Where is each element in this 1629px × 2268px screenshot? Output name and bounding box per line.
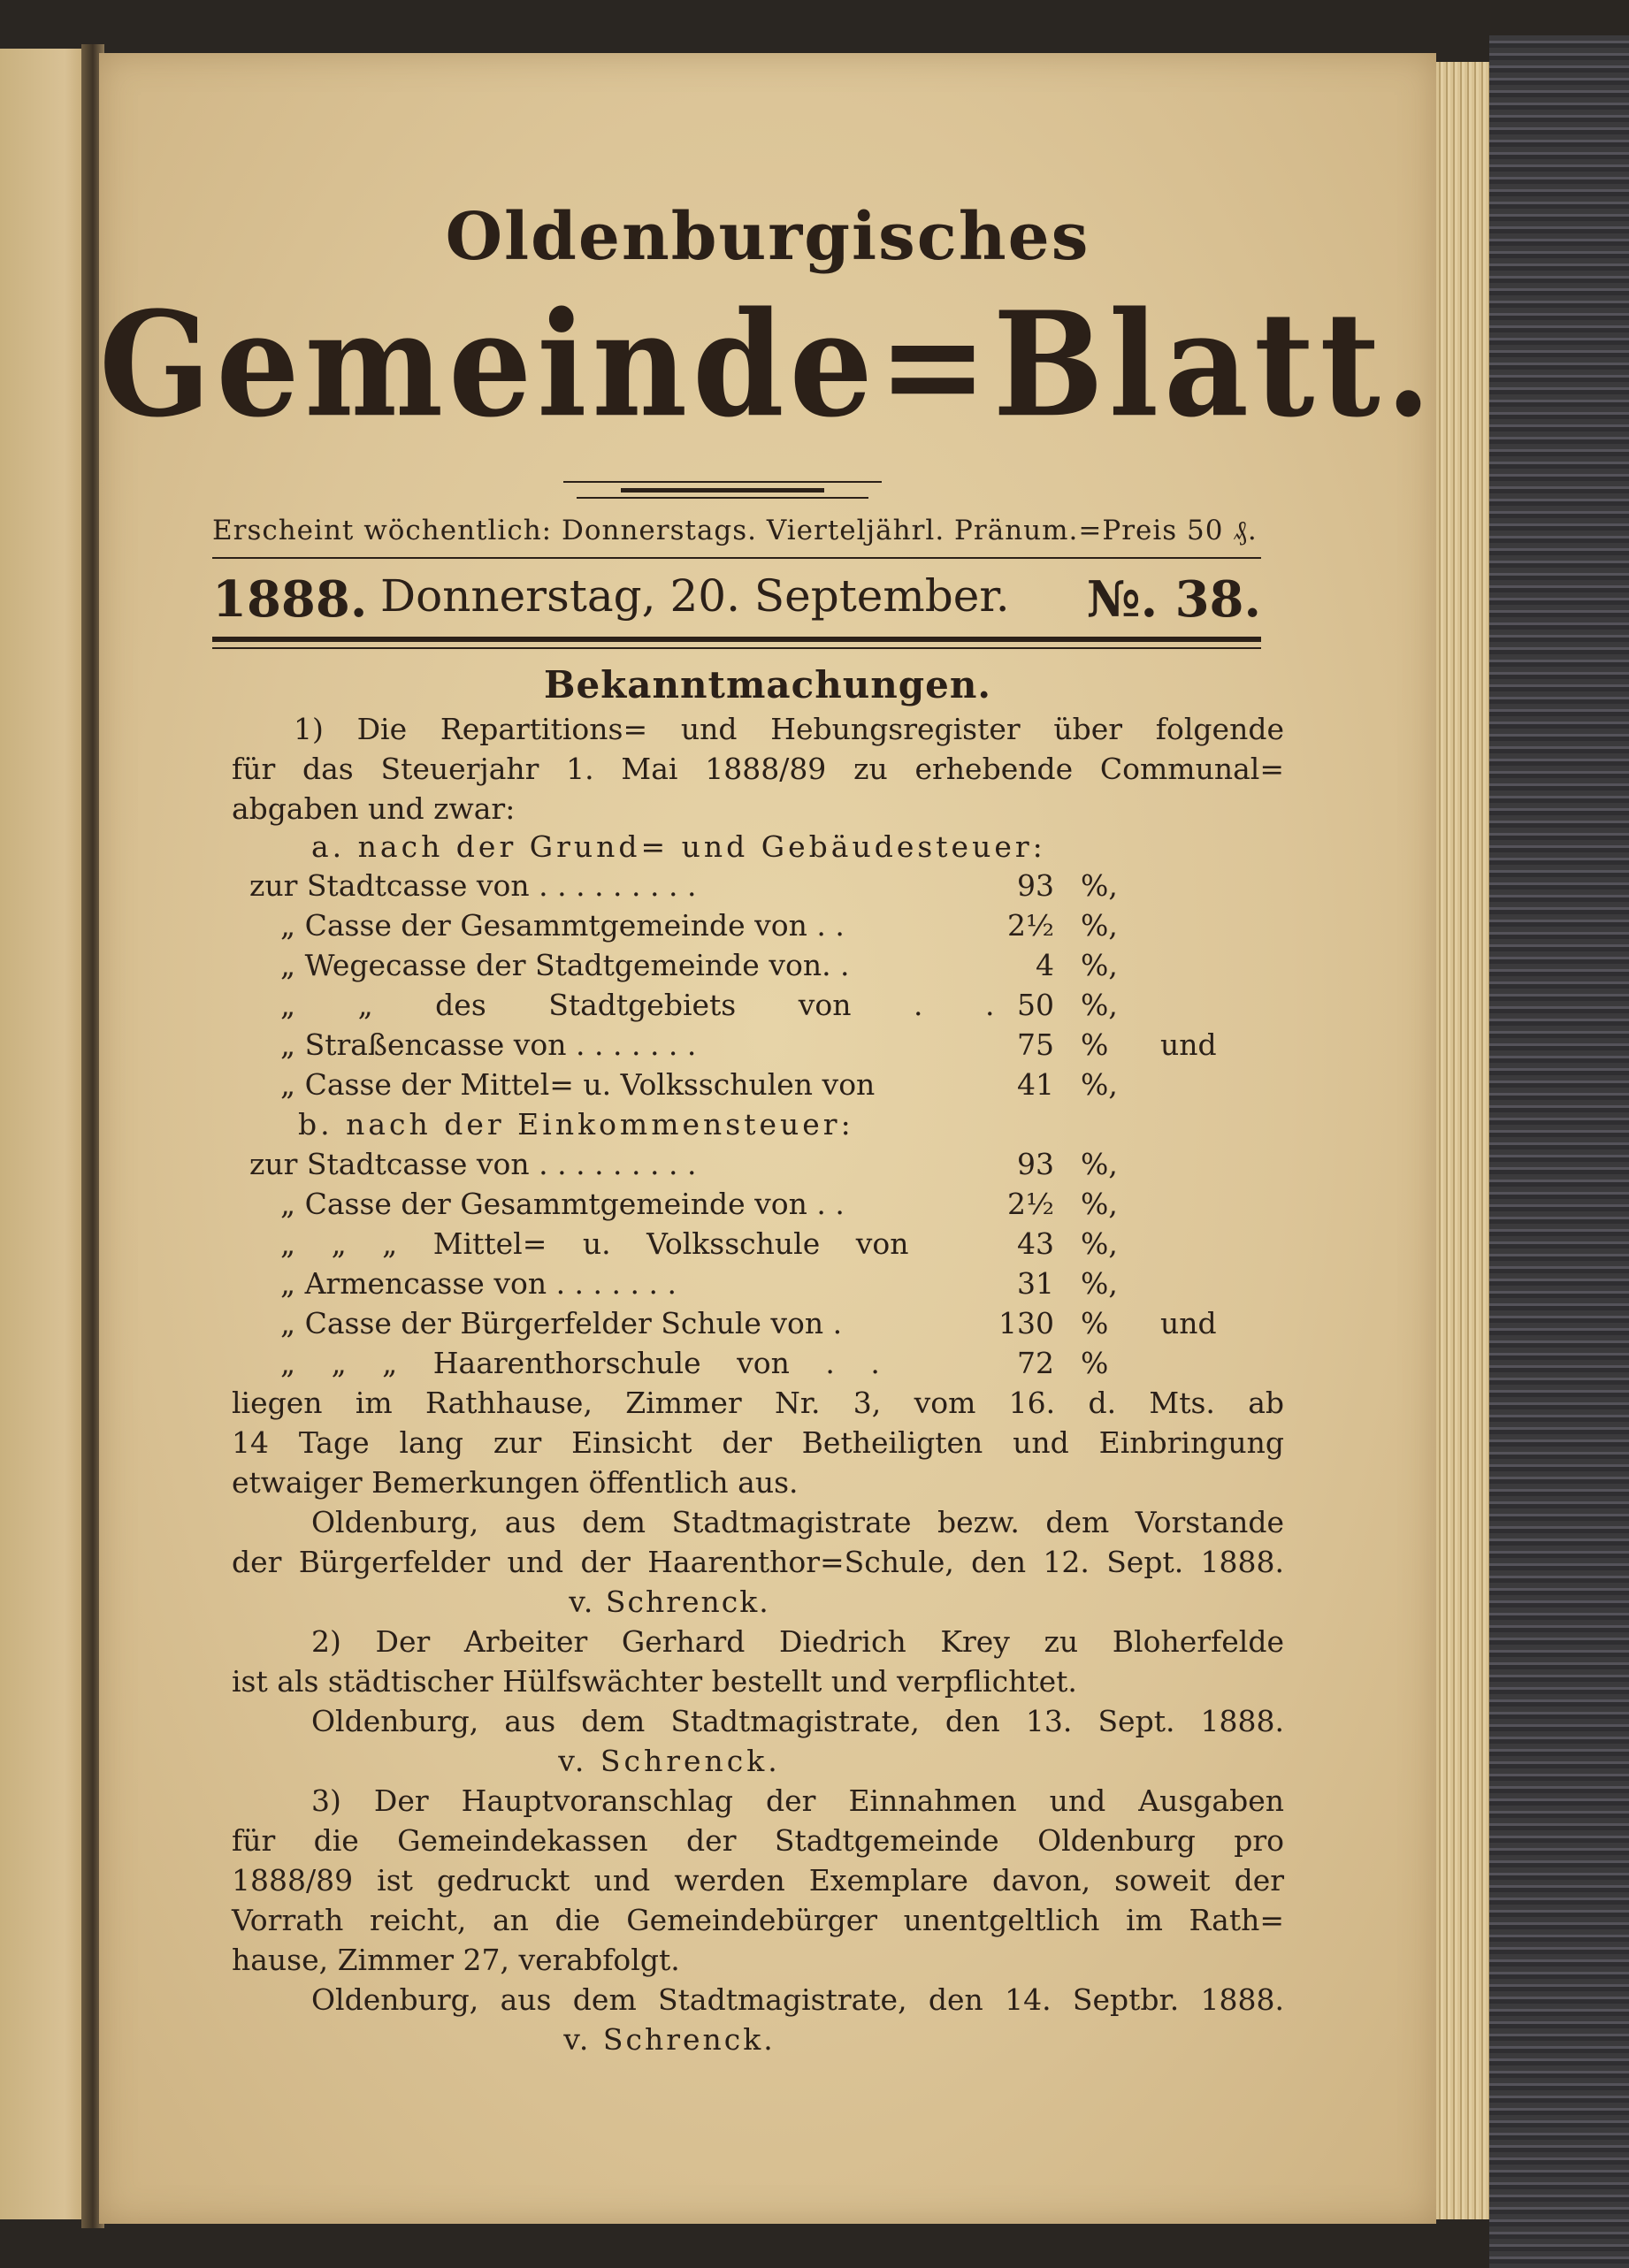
row-percent: %,: [1081, 868, 1118, 903]
notice3-signature: v. Schrenck.: [563, 2022, 776, 2057]
notice2-line-1: 2) Der Arbeiter Gerhard Diedrich Krey zu Bloherfelde: [311, 1624, 1284, 1659]
issue-date: Donnerstag, 20. September.: [380, 570, 1010, 622]
masthead-rule-bottom: [577, 497, 868, 499]
row-value: 72: [1017, 1346, 1054, 1380]
row-label: „ „ „ Mittel= u. Volksschule von: [280, 1226, 909, 1261]
row-percent: %: [1081, 1346, 1109, 1380]
notice1-intro-3: abgaben und zwar:: [232, 791, 516, 826]
row-label: zur Stadtcasse von . . . . . . . . .: [249, 868, 697, 903]
row-label: „ Casse der Mittel= u. Volksschulen von: [280, 1067, 876, 1102]
row-percent: %,: [1081, 988, 1118, 1022]
notice2-place: Oldenburg, aus dem Stadtmagistrate, den 13. Sept. 1888.: [311, 1704, 1284, 1738]
subscription-line: Erscheint wöchentlich: Donnerstags. Vierteljährl. Pränum.=Preis 50 ₰.: [212, 515, 1258, 546]
row-label: zur Stadtcasse von . . . . . . . . .: [249, 1147, 697, 1181]
row-value: 50: [1017, 988, 1054, 1022]
row-value: 2½: [1007, 908, 1054, 943]
row-percent: %,: [1081, 908, 1118, 943]
newspaper-page: [99, 53, 1436, 2224]
row-extra: und: [1160, 1306, 1217, 1340]
row-label: „ Straßencasse von . . . . . . .: [280, 1027, 697, 1062]
row-value: 43: [1017, 1226, 1054, 1261]
row-value: 93: [1017, 868, 1054, 903]
row-percent: %: [1081, 1027, 1109, 1062]
notice1-outro-1: liegen im Rathhause, Zimmer Nr. 3, vom 16. d. Mts. ab: [232, 1386, 1284, 1420]
row-percent: %,: [1081, 1226, 1118, 1261]
notice3-line-5: hause, Zimmer 27, verabfolgt.: [232, 1943, 680, 1977]
row-value: 93: [1017, 1147, 1054, 1181]
row-label: „ „ des Stadtgebiets von . .: [280, 988, 995, 1022]
page-edges: [1436, 62, 1489, 2219]
masthead-big-title: Gemeinde=Blatt.: [99, 279, 1437, 449]
row-percent: %,: [1081, 1147, 1118, 1181]
row-percent: %,: [1081, 948, 1118, 982]
notice1-intro-2: für das Steuerjahr 1. Mai 1888/89 zu erhebende Communal=: [232, 752, 1284, 786]
book-cover: [1489, 35, 1629, 2268]
notice3-line-3: 1888/89 ist gedruckt und werden Exemplare davon, soweit der: [232, 1863, 1284, 1898]
dateline-rule-thick: [212, 637, 1261, 642]
section-a-heading: a. nach der Grund= und Gebäudesteuer:: [311, 829, 1046, 864]
row-value: 2½: [1007, 1187, 1054, 1221]
row-percent: %,: [1081, 1187, 1118, 1221]
notice1-outro-3: etwaiger Bemerkungen öffentlich aus.: [232, 1465, 799, 1500]
section-heading: Bekanntmachungen.: [543, 663, 992, 706]
row-percent: %,: [1081, 1067, 1118, 1102]
row-value: 130: [998, 1306, 1054, 1340]
notice1-place-1: Oldenburg, aus dem Stadtmagistrate bezw. dem Vorstande: [311, 1505, 1284, 1539]
row-value: 75: [1017, 1027, 1054, 1062]
notice3-place: Oldenburg, aus dem Stadtmagistrate, den 14. Septbr. 1888.: [311, 1982, 1284, 2017]
masthead-small-title: Oldenburgisches: [445, 199, 1090, 275]
dateline-rule-thin: [212, 647, 1261, 649]
row-value: 4: [1036, 948, 1054, 982]
row-label: „ Casse der Bürgerfelder Schule von .: [280, 1306, 843, 1340]
subline-rule: [212, 557, 1261, 559]
notice1-place-2: der Bürgerfelder und der Haarenthor=Schule, den 12. Sept. 1888.: [232, 1545, 1284, 1579]
row-label: „ Armencasse von . . . . . . .: [280, 1266, 677, 1301]
issue-dateline: [212, 570, 1261, 629]
notice3-line-4: Vorrath reicht, an die Gemeindebürger unentgeltlich im Rath=: [232, 1903, 1284, 1937]
notice1-intro-1: 1) Die Repartitions= und Hebungsregister über folgende: [294, 712, 1284, 746]
issue-number: №. 38.: [1086, 570, 1261, 629]
row-value: 41: [1017, 1067, 1054, 1102]
row-extra: und: [1160, 1027, 1217, 1062]
row-percent: %,: [1081, 1266, 1118, 1301]
notice1-outro-2: 14 Tage lang zur Einsicht der Betheiligten und Einbringung: [232, 1425, 1284, 1460]
masthead-rule-mid: [621, 488, 824, 493]
row-percent: %: [1081, 1306, 1109, 1340]
notice3-line-2: für die Gemeindekassen der Stadtgemeinde Oldenburg pro: [232, 1823, 1284, 1858]
masthead-rule-top: [563, 481, 882, 483]
row-value: 31: [1017, 1266, 1054, 1301]
row-label: „ „ „ Haarenthorschule von . .: [280, 1346, 880, 1380]
row-label: „ Wegecasse der Stadtgemeinde von. .: [280, 948, 850, 982]
notice1-signature: v. Schrenck.: [569, 1585, 770, 1619]
issue-year: 1888.: [212, 570, 368, 629]
row-label: „ Casse der Gesammtgemeinde von . .: [280, 908, 845, 943]
notice3-line-1: 3) Der Hauptvoranschlag der Einnahmen und Ausgaben: [311, 1783, 1284, 1818]
section-b-heading: b. nach der Einkommensteuer:: [298, 1107, 854, 1142]
notice2-signature: v. Schrenck.: [558, 1744, 781, 1778]
row-label: „ Casse der Gesammtgemeinde von . .: [280, 1187, 845, 1221]
left-page-edge: [0, 49, 93, 2219]
notice2-line-2: ist als städtischer Hülfswächter bestellt und verpflichtet.: [232, 1664, 1077, 1699]
